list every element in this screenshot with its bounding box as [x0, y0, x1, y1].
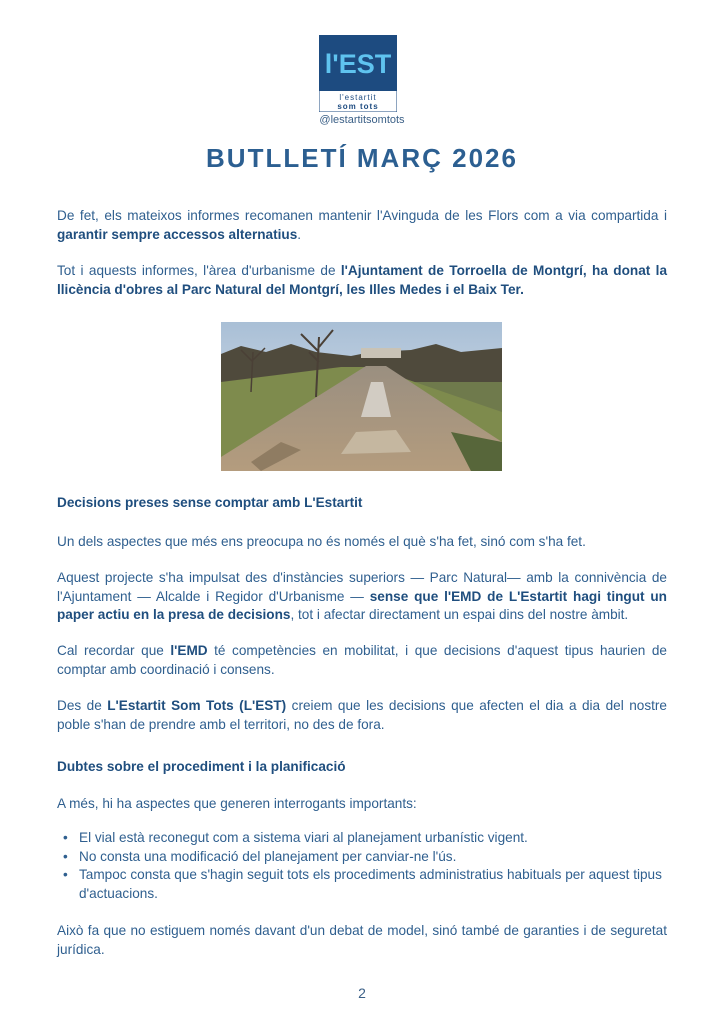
lest-logo — [319, 35, 397, 112]
page-title: BUTLLETÍ MARÇ 2026 — [206, 143, 518, 173]
dirt-road-photo — [221, 322, 502, 471]
paragraph-8: Això fa que no estiguem només davant d'un debat de model, sinó també de garanties i de seguretat jurídica. — [57, 923, 667, 957]
bold-text: L'Estartit Som Tots (L'EST) — [107, 698, 287, 713]
list-item: • El vial està reconegut com a sistema viari al planejament urbanístic vigent. — [57, 829, 667, 848]
logo-sub-text-2: som tots — [337, 102, 379, 111]
paragraph-2: Tot i aquests informes, l'àrea d'urbanisme de l'Ajuntament de Torroella de Montgrí, ha donat la llicència d'obres al Parc Natural del Montgrí, les Illes Medes i el Baix Ter. — [57, 263, 668, 297]
bold-text: sense que l'EMD de L'Estartit hagi tingut un paper actiu en la presa de decisions — [57, 588, 667, 622]
logo-sub-text-1: l'estartit — [339, 93, 377, 102]
paragraph-6: Des de L'Estartit Som Tots (L'EST) creiem que les decisions que afecten el dia a dia del nostre poble s'han de prendre amb el territori, no des de fora. — [57, 698, 667, 732]
page-number: 2 — [358, 985, 366, 1001]
social-handle: @lestartitsomtots — [319, 114, 405, 126]
paragraph-4: Aquest projecte s'ha impulsat des d'instàncies superiors — Parc Natural— amb la connivència de l'Ajuntament — Alcalde i Regidor d'Urbanisme — sense que l'EMD de L'Estartit hagi tingut un paper actiu en la presa de decisions, tot i afectar directament un espai dins del nostre àmbit. — [57, 570, 667, 622]
paragraph-1: De fet, els mateixos informes recomanen mantenir l'Avinguda de les Flors com a via compartida i garantir sempre accessos alternatius. — [57, 208, 667, 242]
logo-main-text: l'EST — [324, 49, 392, 79]
bold-text: l'Ajuntament de Torroella de Montgrí, ha donat la llicència d'obres al Parc Natural del Montgrí, les Illes Medes i el Baix Ter. — [57, 263, 668, 297]
list-item: • No consta una modificació del planejament per canviar-ne l'ús. — [57, 848, 667, 867]
section-heading-2: Dubtes sobre el procediment i la planificació — [57, 759, 346, 774]
bold-text: l'EMD — [170, 643, 208, 658]
bullet-list — [57, 829, 667, 903]
paragraph-3: Un dels aspectes que més ens preocupa no és només el què s'ha fet, sinó com s'ha fet. — [57, 534, 586, 549]
paragraph-5: Cal recordar que l'EMD té competències en mobilitat, i que decisions d'aquest tipus haurien de comptar amb coordinació i consens. — [57, 643, 667, 677]
section-heading-1: Decisions preses sense comptar amb L'Estartit — [57, 495, 363, 510]
bold-text: garantir sempre accessos alternatius — [57, 226, 298, 242]
list-item: • Tampoc consta que s'hagin seguit tots els procediments administratius habituals per aquest tipus d'actuacions. — [57, 866, 667, 903]
paragraph-7: A més, hi ha aspectes que generen interrogants importants: — [57, 796, 417, 811]
